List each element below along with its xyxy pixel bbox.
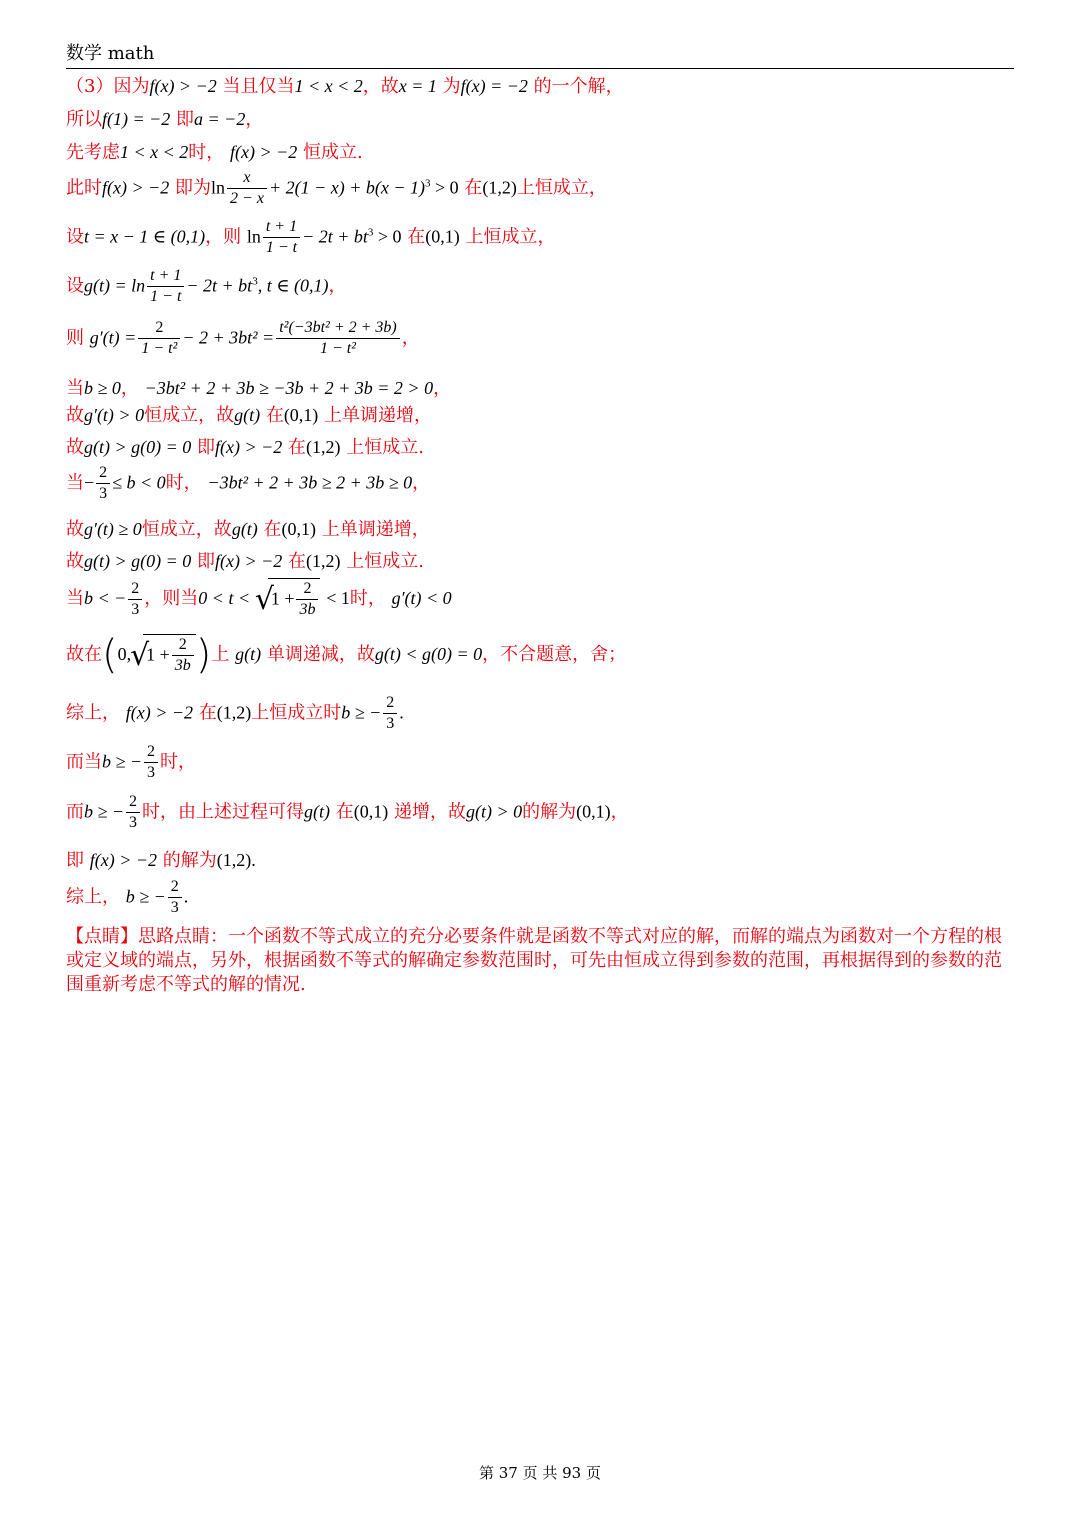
text: 时， bbox=[165, 472, 202, 494]
denominator: 3b bbox=[299, 601, 316, 618]
math: f(x) > −2 bbox=[230, 142, 298, 162]
text: 即 bbox=[176, 109, 195, 130]
text: 在 bbox=[263, 519, 282, 540]
text: ， bbox=[120, 378, 139, 399]
text: 故 bbox=[66, 405, 84, 426]
text: 设 bbox=[66, 275, 84, 297]
text: 的解为 bbox=[162, 850, 217, 871]
text: 此时 bbox=[66, 177, 102, 199]
math: 1 + bbox=[270, 588, 295, 609]
text: 综上， bbox=[66, 886, 120, 908]
math: . bbox=[183, 886, 189, 907]
solution-line-10 bbox=[66, 433, 424, 459]
solution-line-12 bbox=[66, 515, 430, 541]
math: g′(t) < 0 bbox=[391, 588, 452, 608]
numerator: 2 bbox=[172, 635, 194, 656]
text: ， bbox=[433, 378, 452, 399]
math: g(t) bbox=[235, 644, 262, 664]
math: (1,2) bbox=[216, 702, 252, 723]
math: , t ∈ (0,1) bbox=[257, 275, 329, 296]
math: g(t) bbox=[231, 519, 258, 539]
numerator: 2 bbox=[296, 579, 318, 600]
numerator: 2 bbox=[144, 742, 158, 763]
text: 恒成立，故 bbox=[141, 519, 232, 540]
math: g(t) > g(0) = 0 bbox=[84, 437, 192, 457]
math: f(x) > −2 bbox=[215, 437, 283, 457]
fraction bbox=[172, 635, 194, 676]
fraction bbox=[96, 463, 110, 504]
math: . bbox=[251, 850, 256, 870]
text: 恒成立，故 bbox=[144, 405, 235, 426]
text: 上恒成立. bbox=[346, 551, 424, 572]
math: g′(t) ≥ 0 bbox=[84, 519, 142, 539]
denominator: 3 bbox=[131, 600, 140, 618]
text: 故 bbox=[66, 519, 84, 540]
math: (0,1) bbox=[283, 405, 319, 425]
denominator: 3 bbox=[386, 715, 395, 732]
text: ，则当 bbox=[144, 588, 199, 609]
math: 0, bbox=[117, 644, 132, 664]
text: 上恒成立时 bbox=[251, 702, 342, 724]
solution-line-4 bbox=[66, 168, 607, 209]
text: 时， bbox=[349, 588, 386, 609]
fraction bbox=[128, 579, 142, 620]
text: 在 bbox=[288, 551, 307, 572]
math: −3bt² + 2 + 3b ≥ −3b + 2 + 3b = 2 > 0 bbox=[144, 378, 434, 398]
solution-line-11 bbox=[66, 463, 430, 504]
math: − 2t + bt bbox=[302, 226, 368, 247]
text: 上单调递增， bbox=[324, 405, 433, 426]
math: f(x) > −2 bbox=[89, 850, 158, 870]
math: (0,1) bbox=[576, 801, 611, 822]
math: b < − bbox=[84, 588, 127, 608]
text: 在 bbox=[464, 177, 483, 199]
math: g(t) > g(0) = 0 bbox=[84, 551, 192, 571]
math: g′(t) = bbox=[89, 327, 137, 348]
numerator: t²(−3bt² + 2 + 3b) bbox=[276, 318, 400, 339]
text: ，故 bbox=[362, 76, 399, 97]
text: 当 bbox=[66, 472, 84, 494]
text: 递增，故 bbox=[394, 801, 466, 823]
text: 而当 bbox=[66, 751, 102, 773]
text: 即为 bbox=[175, 177, 212, 199]
text: 上恒成立， bbox=[465, 226, 556, 248]
math: (1,2) bbox=[216, 850, 252, 870]
numerator: 2 bbox=[126, 792, 140, 813]
math: + 2(1 − x) + b(x − 1) bbox=[268, 177, 425, 198]
math: −3bt² + 2 + 3b ≥ 2 + 3b ≥ 0 bbox=[207, 472, 413, 493]
math: g(t) > 0 bbox=[466, 801, 523, 822]
text: 上 bbox=[211, 644, 230, 665]
math: g(t) bbox=[304, 801, 331, 822]
solution-line-19 bbox=[66, 846, 256, 872]
fraction bbox=[126, 792, 140, 833]
math: f(x) > −2 bbox=[125, 702, 194, 723]
math: (0,1) bbox=[425, 226, 460, 247]
text: 为 bbox=[442, 76, 461, 97]
denominator: 1 − t bbox=[265, 239, 298, 256]
numerator: 2 bbox=[168, 877, 182, 898]
text: 设 bbox=[66, 226, 84, 248]
text: 故在 bbox=[66, 644, 102, 665]
text: 故 bbox=[66, 551, 84, 572]
math: (1,2) bbox=[306, 437, 341, 457]
math: − 2 + 3bt² = bbox=[182, 327, 275, 348]
denominator: 2 − x bbox=[230, 190, 264, 207]
math: − 2t + bt bbox=[186, 275, 253, 296]
text: 而 bbox=[66, 801, 84, 823]
numerator: 2 bbox=[383, 693, 397, 714]
numerator: x bbox=[227, 168, 267, 189]
math: b ≥ − bbox=[84, 801, 125, 822]
text: 在 bbox=[198, 702, 217, 724]
math: t = x − 1 ∈ (0,1) bbox=[84, 226, 206, 247]
math: f(x) = −2 bbox=[460, 76, 528, 96]
fraction bbox=[227, 168, 267, 209]
numerator: t + 1 bbox=[147, 266, 184, 287]
key-point-note: 【点睛】思路点睛：一个函数不等式成立的充分必要条件就是函数不等式对应的解，而解的端点为函数对一个方程的根或定义域的端点，另外，根据函数不等式的解确定参数范围时，可先由恒成立得到参数的范围，再根据得到的参数的范围重新考虑不等式的解的情况. bbox=[66, 926, 1002, 995]
text: 的一个解， bbox=[533, 76, 624, 97]
math: (1,2) bbox=[306, 551, 341, 571]
text: 则 bbox=[66, 327, 84, 349]
exponent: 3 bbox=[252, 275, 258, 288]
solution-line-7 bbox=[66, 318, 420, 359]
denominator: 3b bbox=[174, 657, 191, 674]
math: g(t) < g(0) = 0 bbox=[374, 644, 483, 664]
exponent: 3 bbox=[367, 226, 374, 239]
fraction bbox=[383, 693, 397, 734]
solution-line-3 bbox=[66, 138, 363, 164]
text: 上单调递增， bbox=[321, 519, 430, 540]
solution-line-8 bbox=[66, 374, 451, 400]
math: f(x) > −2 bbox=[149, 76, 217, 96]
fraction bbox=[147, 266, 184, 307]
solution-line-16 bbox=[66, 693, 404, 734]
text: 时， bbox=[160, 751, 197, 773]
numerator: 2 bbox=[96, 463, 110, 484]
math: . bbox=[399, 702, 404, 723]
solution-line-5 bbox=[66, 217, 556, 258]
solution-line-9 bbox=[66, 401, 432, 427]
denominator: 1 − t bbox=[150, 288, 182, 305]
text: 的解为 bbox=[522, 801, 577, 823]
math: g(t) = ln bbox=[84, 275, 146, 296]
denominator: 3 bbox=[147, 764, 156, 781]
text: 在 bbox=[407, 226, 426, 248]
math: x = 1 bbox=[398, 76, 437, 96]
text: 上恒成立. bbox=[346, 437, 424, 458]
text: ，不合题意，舍； bbox=[482, 644, 627, 665]
math: b ≥ 0 bbox=[84, 378, 121, 398]
math: > 0 bbox=[430, 177, 459, 198]
exponent: 3 bbox=[424, 177, 431, 190]
solution-line-20 bbox=[66, 877, 188, 918]
denominator: 3 bbox=[99, 485, 108, 502]
math: g′(t) > 0 bbox=[84, 405, 145, 425]
paren-close: ) bbox=[195, 632, 212, 678]
text: 在 bbox=[265, 405, 284, 426]
text: （3）因为 bbox=[66, 76, 150, 97]
text: 时， bbox=[188, 142, 225, 163]
solution-line-17 bbox=[66, 742, 196, 783]
math: 1 < x < 2 bbox=[120, 142, 189, 162]
math: (0,1) bbox=[281, 519, 317, 539]
text: 即 bbox=[66, 850, 84, 871]
math: (0,1) bbox=[353, 801, 389, 822]
text: ， bbox=[610, 801, 629, 823]
text: 综上， bbox=[66, 702, 120, 724]
page-footer: 第 37 页 共 93 页 bbox=[478, 1464, 601, 1482]
math: 0 < t < bbox=[198, 588, 251, 608]
math: b ≥ − bbox=[125, 886, 166, 907]
fraction bbox=[144, 742, 158, 783]
text: 单调递减，故 bbox=[266, 644, 375, 665]
text: 故 bbox=[66, 437, 84, 458]
solution-line-15 bbox=[66, 632, 626, 678]
fraction bbox=[138, 318, 180, 359]
solution-line-13 bbox=[66, 547, 424, 573]
solution-line-6 bbox=[66, 266, 347, 307]
text: 即 bbox=[197, 551, 216, 572]
solution-line-14 bbox=[66, 578, 452, 620]
text: 所以 bbox=[66, 109, 102, 130]
denominator: 3 bbox=[129, 814, 138, 831]
math: 1 < x < 2 bbox=[294, 76, 363, 96]
math: b ≥ − bbox=[102, 751, 143, 772]
page-header bbox=[66, 42, 1014, 69]
math: 1 + bbox=[146, 644, 170, 665]
numerator: 2 bbox=[128, 579, 142, 600]
text: 在 bbox=[288, 437, 307, 458]
text: ， bbox=[245, 109, 264, 130]
fraction bbox=[168, 877, 182, 918]
math: a = −2 bbox=[194, 109, 246, 129]
square-root bbox=[143, 634, 196, 676]
solution-line-2 bbox=[66, 105, 263, 131]
text: 时，由上述过程可得 bbox=[142, 801, 305, 823]
solution-line-1 bbox=[66, 72, 624, 98]
text: 即 bbox=[197, 437, 216, 458]
math: ln bbox=[246, 226, 261, 247]
math: (1,2) bbox=[482, 177, 517, 198]
math: ln bbox=[211, 177, 226, 198]
text: ， bbox=[412, 472, 431, 494]
math: < 1 bbox=[326, 588, 350, 608]
header-title: 数学 math bbox=[66, 43, 155, 64]
denominator: 1 − t² bbox=[319, 340, 356, 357]
math: f(x) > −2 bbox=[215, 551, 283, 571]
fraction bbox=[263, 217, 300, 258]
text: 恒成立. bbox=[303, 142, 363, 163]
paren-open: ( bbox=[102, 632, 118, 678]
math: > 0 bbox=[373, 226, 402, 247]
math: b ≥ − bbox=[341, 702, 382, 723]
fraction bbox=[296, 579, 318, 620]
fraction bbox=[276, 318, 400, 359]
math: g(t) bbox=[234, 405, 261, 425]
math: ≤ b < 0 bbox=[112, 472, 166, 493]
denominator: 3 bbox=[170, 899, 179, 916]
solution-line-18 bbox=[66, 792, 629, 833]
text: 上恒成立， bbox=[516, 177, 607, 199]
text: ，则 bbox=[205, 226, 242, 248]
text: ， bbox=[401, 327, 420, 349]
math: f(1) = −2 bbox=[102, 109, 171, 129]
text: 当 bbox=[66, 378, 84, 399]
text: 当 bbox=[66, 588, 84, 609]
text: 先考虑 bbox=[66, 142, 120, 163]
text: 在 bbox=[335, 801, 354, 823]
text: 当且仅当 bbox=[222, 76, 295, 97]
math: − bbox=[84, 472, 95, 493]
math: f(x) > −2 bbox=[102, 177, 170, 198]
denominator: 1 − t² bbox=[141, 340, 178, 357]
square-root bbox=[268, 578, 321, 620]
numerator: 2 bbox=[138, 318, 180, 339]
text: ， bbox=[328, 275, 347, 297]
numerator: t + 1 bbox=[263, 217, 300, 238]
